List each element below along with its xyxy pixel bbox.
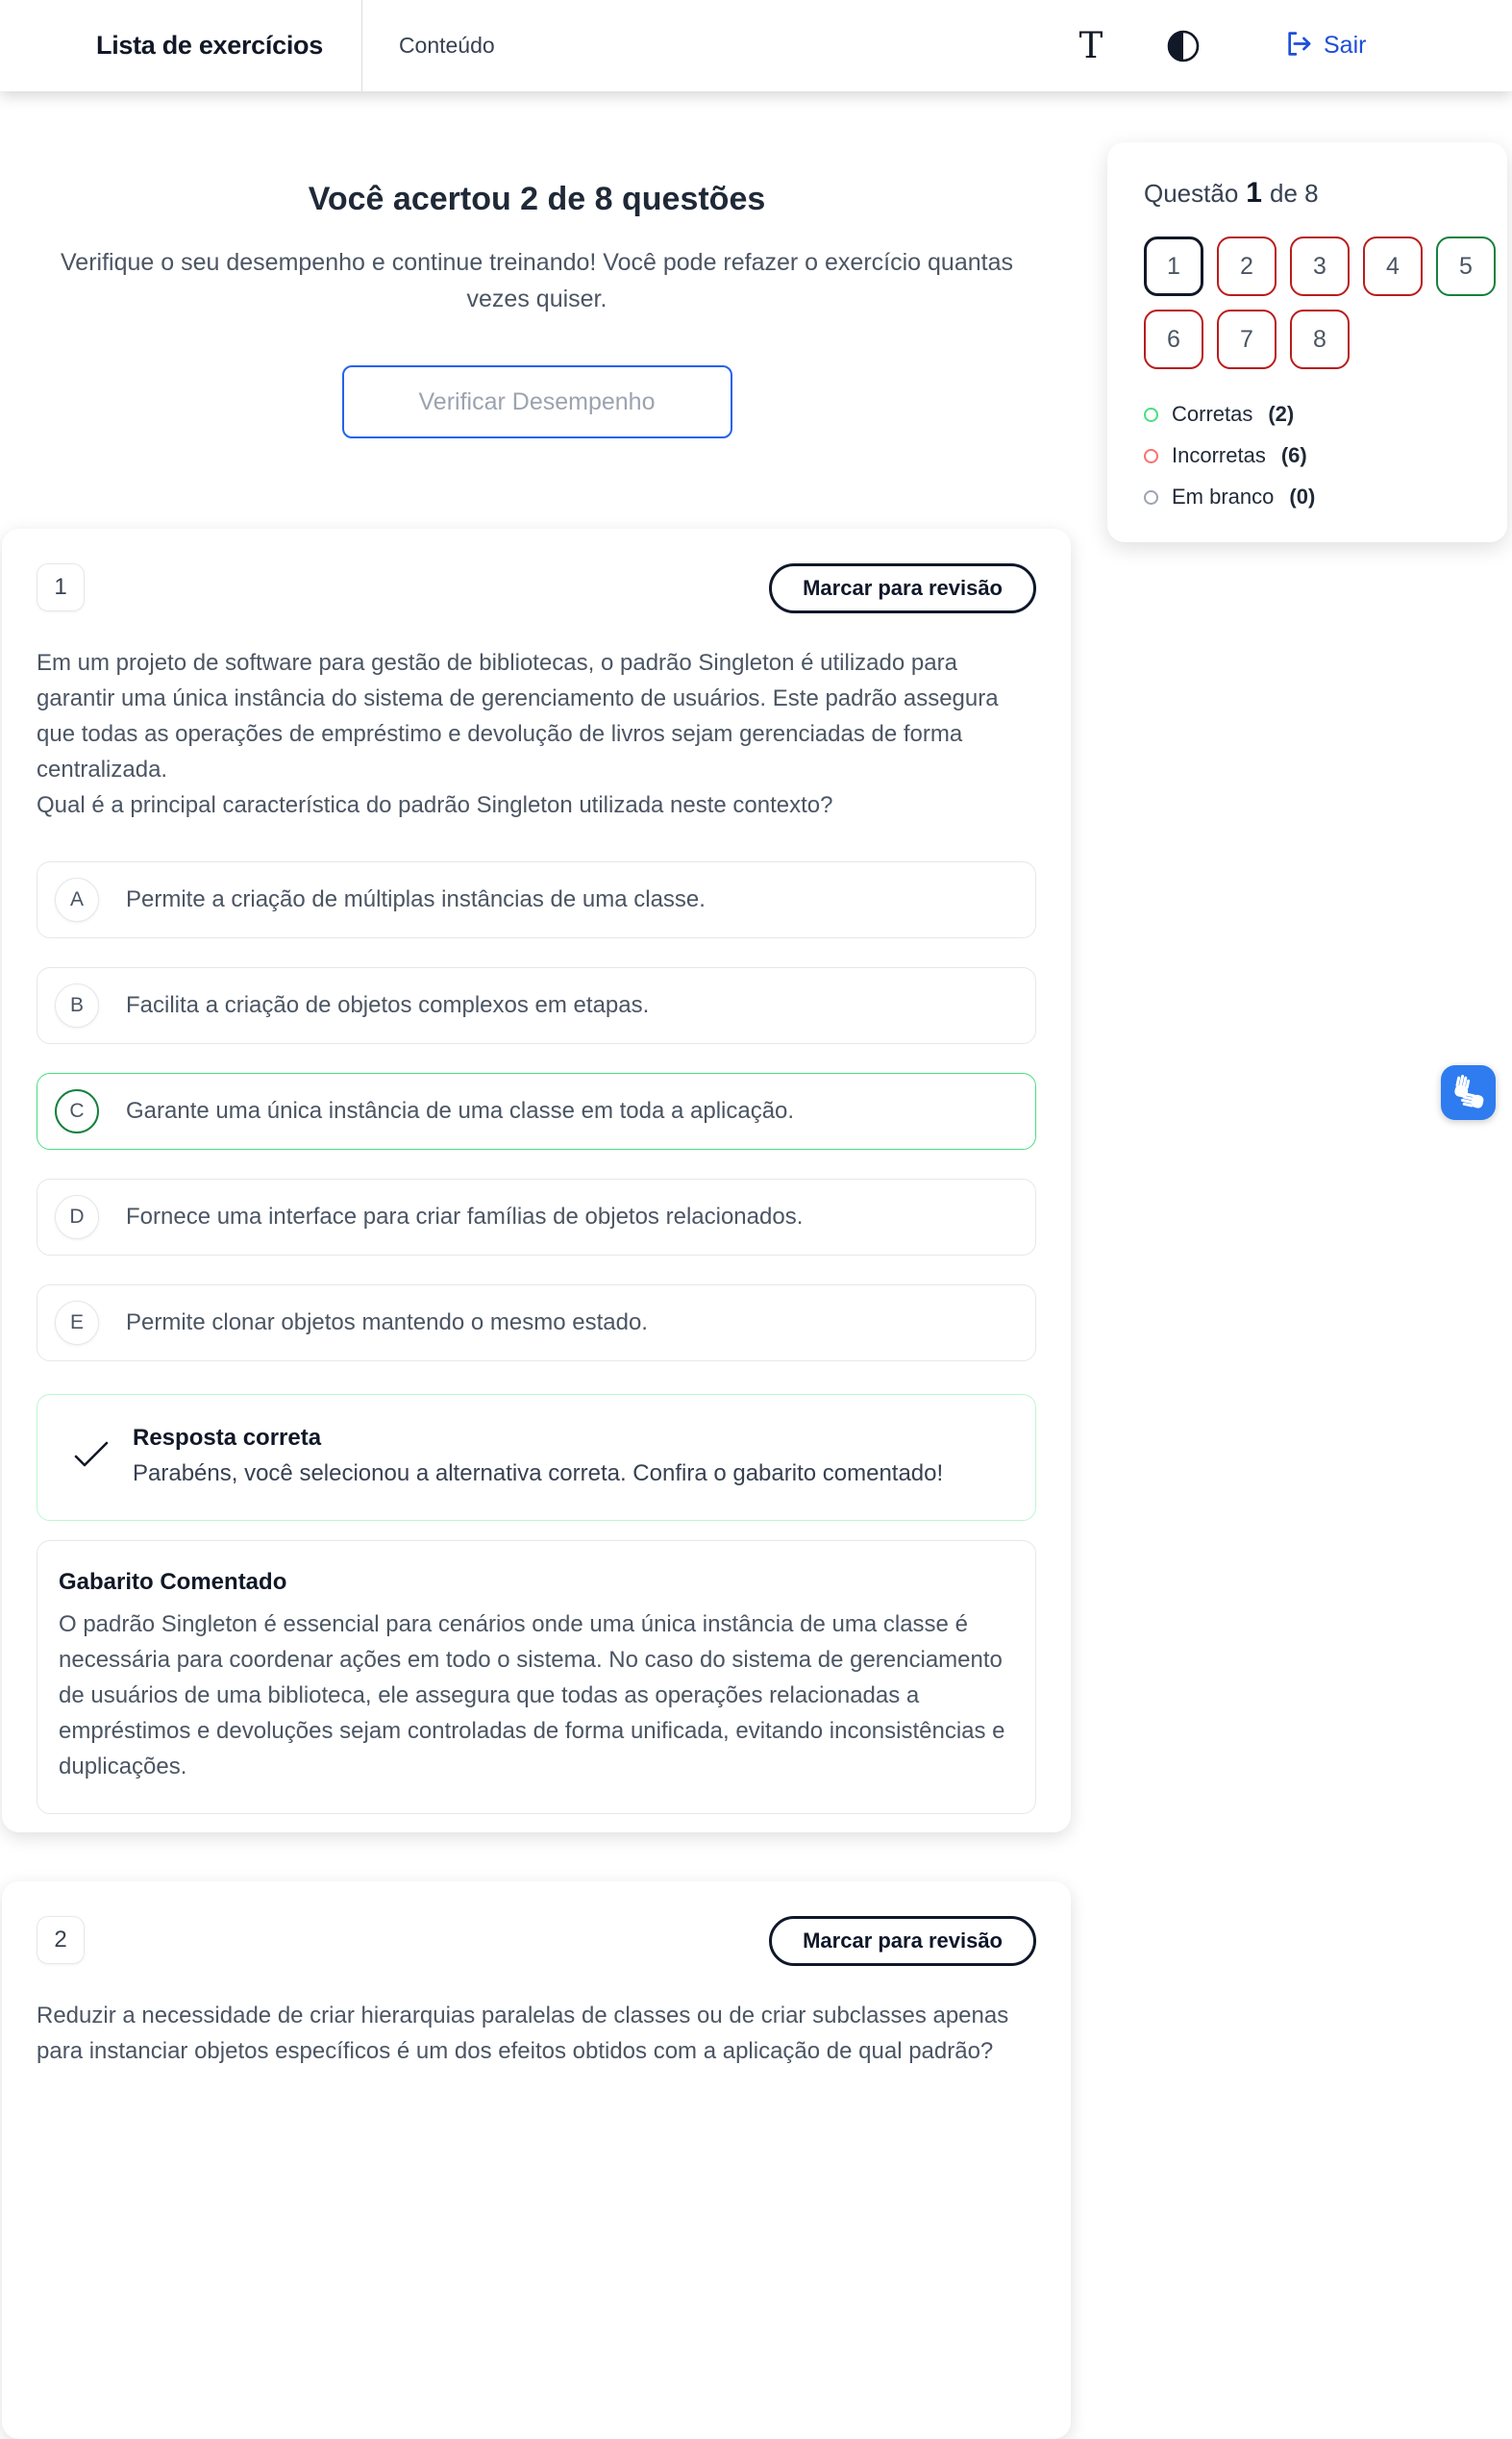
explanation-box <box>37 1540 1036 1814</box>
option-e[interactable] <box>37 1284 1036 1361</box>
question-map-prefix: Questão <box>1144 179 1239 208</box>
top-bar <box>0 0 1512 91</box>
legend-correct-label: Corretas <box>1172 402 1253 426</box>
logout-icon <box>1284 29 1314 63</box>
option-b[interactable] <box>37 967 1036 1044</box>
header-divider <box>361 0 362 91</box>
question-nav-7[interactable]: 7 <box>1217 310 1277 369</box>
option-d[interactable] <box>37 1179 1036 1256</box>
libras-accessibility-button[interactable] <box>1441 1065 1496 1120</box>
legend-blank <box>1144 485 1507 510</box>
option-c-correct[interactable] <box>37 1073 1036 1150</box>
feedback-message: Parabéns, você selecionou a alternativa correta. Confira o gabarito comentado! <box>133 1460 944 1486</box>
checkmark-icon <box>73 1440 110 1474</box>
question-nav-8[interactable]: 8 <box>1290 310 1350 369</box>
legend-incorrect-count: (6) <box>1280 443 1307 467</box>
question-1-options <box>37 861 1036 1361</box>
font-size-icon[interactable]: T <box>1078 25 1103 66</box>
option-a-text: Permite a criação de múltiplas instâncias de uma classe. <box>126 886 706 912</box>
explanation-text: O padrão Singleton é essencial para cenários onde uma única instância de uma classe é necessária para coordenar ações em todo o sistema. No caso do sistema de gerenciamento de usuários de uma biblioteca, ele assegura que todas as operações relacionadas a empréstimos e devoluções sejam controladas de forma unificada, evitando inconsistências e duplicações. <box>59 1611 1005 1779</box>
question-1-number-badge: 1 <box>37 563 85 611</box>
question-1-text <box>37 645 1036 823</box>
correct-answer-feedback <box>37 1394 1036 1521</box>
mark-for-review-button-2[interactable]: Marcar para revisão <box>769 1916 1036 1966</box>
question-nav-3[interactable]: 3 <box>1290 236 1350 296</box>
app-title: Lista de exercícios <box>96 31 323 60</box>
legend-blank-count: (0) <box>1289 485 1316 509</box>
result-subtitle: Verifique o seu desempenho e continue treinando! Você pode refazer o exercício quantas vezes quiser. <box>61 249 1013 312</box>
question-map-panel <box>1107 142 1507 542</box>
legend-blank-label: Em branco <box>1172 485 1275 509</box>
header-actions <box>1075 0 1366 91</box>
question-2-statement: Reduzir a necessidade de criar hierarquias paralelas de classes ou de criar subclasses apenas para instanciar objetos específicos é um dos efeitos obtidos com a aplicação de qual padrão? <box>37 2003 1009 2064</box>
logout-label: Sair <box>1324 32 1367 59</box>
question-nav-5[interactable]: 5 <box>1436 236 1496 296</box>
question-nav-4[interactable]: 4 <box>1363 236 1423 296</box>
question-map-current: 1 <box>1246 177 1262 209</box>
option-b-text: Facilita a criação de objetos complexos em etapas. <box>126 992 650 1018</box>
legend-correct-count: (2) <box>1268 402 1295 426</box>
result-title: Você acertou 2 de 8 questões <box>308 181 766 217</box>
option-d-text: Fornece uma interface para criar famílias de objetos relacionados. <box>126 1204 804 1230</box>
question-nav-6[interactable]: 6 <box>1144 310 1203 369</box>
question-1-statement: Em um projeto de software para gestão de bibliotecas, o padrão Singleton é utilizado para garantir uma única instância do sistema de gerenciamento de usuários. Este padrão assegura que todas as operações de empréstimo e devolução de livros sejam gerenciadas de forma centralizada. <box>37 650 999 783</box>
option-d-letter: D <box>55 1195 99 1239</box>
option-b-letter: B <box>55 983 99 1028</box>
legend-correct <box>1144 402 1507 427</box>
nav-conteudo[interactable]: Conteúdo <box>398 33 495 58</box>
question-card-1 <box>2 529 1071 1832</box>
option-e-text: Permite clonar objetos mantendo o mesmo estado. <box>126 1309 648 1335</box>
mark-for-review-button-1[interactable]: Marcar para revisão <box>769 563 1036 613</box>
option-a-letter: A <box>55 878 99 922</box>
option-c-letter: C <box>55 1089 99 1133</box>
contrast-toggle-icon[interactable] <box>1167 30 1200 62</box>
question-number-grid <box>1144 236 1505 369</box>
option-a[interactable] <box>37 861 1036 938</box>
option-c-text: Garante uma única instância de uma classe em toda a aplicação. <box>126 1098 795 1124</box>
question-nav-2[interactable]: 2 <box>1217 236 1277 296</box>
question-2-text <box>37 1998 1036 2069</box>
question-1-prompt: Qual é a principal característica do padrão Singleton utilizada neste contexto? <box>37 792 833 818</box>
feedback-title: Resposta correta <box>133 1425 322 1451</box>
verify-performance-button[interactable]: Verificar Desempenho <box>342 365 732 438</box>
explanation-title: Gabarito Comentado <box>59 1569 287 1595</box>
legend <box>1144 402 1507 510</box>
legend-incorrect <box>1144 443 1507 468</box>
legend-correct-dot-icon <box>1144 408 1158 422</box>
question-nav-1[interactable]: 1 <box>1144 236 1203 296</box>
sign-language-hands-icon <box>1450 1071 1488 1114</box>
question-1-header <box>37 563 1036 613</box>
option-e-letter: E <box>55 1301 99 1345</box>
question-2-number-badge: 2 <box>37 1916 85 1964</box>
question-card-2 <box>2 1881 1071 2439</box>
question-map-label <box>1144 177 1507 210</box>
result-summary <box>2 181 1072 438</box>
logout-button[interactable] <box>1284 29 1366 63</box>
legend-blank-dot-icon <box>1144 490 1158 505</box>
question-map-suffix: de 8 <box>1269 179 1319 208</box>
legend-incorrect-dot-icon <box>1144 449 1158 463</box>
question-2-header <box>37 1916 1036 1966</box>
legend-incorrect-label: Incorretas <box>1172 443 1266 467</box>
